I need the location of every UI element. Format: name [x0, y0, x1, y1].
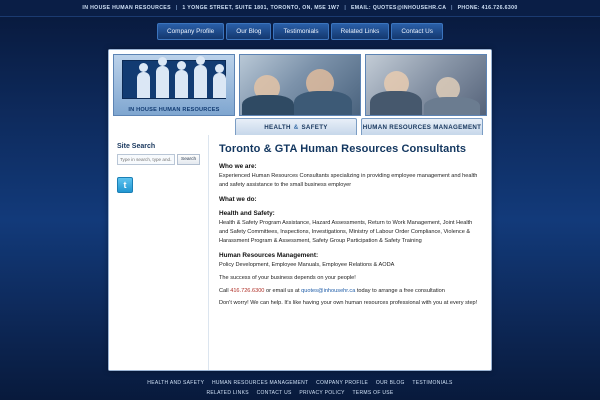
- footer-link-terms-of-use[interactable]: TERMS OF USE: [352, 389, 394, 396]
- search-button[interactable]: Search: [177, 154, 200, 165]
- cta-prefix: Call: [219, 287, 231, 294]
- logo-people-icon: [123, 67, 225, 98]
- separator-1: |: [175, 5, 178, 11]
- tab-safety-label: SAFETY: [301, 123, 328, 131]
- page-container: [108, 49, 492, 371]
- footer-link-privacy-policy[interactable]: PRIVACY POLICY: [299, 389, 345, 396]
- nav-item-testimonials[interactable]: Testimonials: [273, 23, 328, 40]
- heading-what-we-do: What we do:: [219, 196, 257, 204]
- section-tabs: [109, 116, 491, 135]
- heading-health-and-safety: Health and Safety:: [219, 210, 275, 218]
- nav-item-related-links[interactable]: Related Links: [331, 23, 390, 40]
- footer-row-2: [108, 389, 492, 399]
- footer-link-testimonials[interactable]: TESTIMONIALS: [412, 380, 453, 386]
- email-link[interactable]: quotes@inhousehr.ca: [301, 287, 356, 294]
- phone-link[interactable]: 416.726.6300: [230, 287, 265, 294]
- banner-photo-hr-management: [365, 54, 487, 116]
- separator-3: |: [450, 5, 453, 11]
- tab-health-label: HEALTH: [264, 123, 291, 131]
- text-success: The success of your business depends on your people!: [219, 274, 356, 281]
- footer: [108, 379, 492, 398]
- text-hr-management: Policy Development, Employee Manuals, Employee Relations & AODA: [219, 262, 395, 269]
- ampersand-icon: &: [293, 123, 299, 131]
- text-call-to-action: [219, 287, 479, 296]
- main-content: [209, 135, 491, 370]
- footer-link-hr-management[interactable]: HUMAN RESOURCES MANAGEMENT: [211, 380, 309, 386]
- text-closing: Don't worry! We can help. It's like having your own human resources professional with you at every step!: [219, 300, 478, 307]
- cta-suffix: today to arrange a free consultation: [355, 287, 445, 294]
- tab-health-and-safety[interactable]: [235, 118, 357, 135]
- site-search: [117, 154, 202, 165]
- heading-who-we-are: Who we are:: [219, 163, 257, 170]
- footer-link-health-and-safety[interactable]: HEALTH AND SAFETY: [147, 380, 205, 386]
- text-who-we-are: Experienced Human Resources Consultants specializing in providing employee management and health and safety assistance to the small business employer: [219, 173, 478, 188]
- company-email[interactable]: EMAIL: QUOTES@INHOUSEHR.CA: [350, 5, 447, 11]
- nav-item-company-profile[interactable]: Company Profile: [157, 23, 224, 40]
- header-banner: [109, 50, 491, 116]
- site-logo[interactable]: [113, 54, 235, 116]
- footer-link-our-blog[interactable]: OUR BLOG: [375, 380, 405, 386]
- tab-human-resources-management[interactable]: HUMAN RESOURCES MANAGEMENT: [361, 118, 483, 135]
- separator-2: |: [344, 5, 347, 11]
- top-contact-bar: [0, 0, 600, 17]
- logo-panel: [122, 60, 226, 99]
- search-input[interactable]: [117, 154, 175, 165]
- company-phone: PHONE: 416.726.6300: [457, 5, 518, 11]
- nav-item-contact-us[interactable]: Contact Us: [391, 23, 443, 40]
- text-health-and-safety: Health & Safety Program Assistance, Hazard Assessments, Return to Work Management, Joint Health and Safety Committees, Inspections, Investigations, Ministry of Labour Order Compliance, Violence & Harassment Program & Assessment, Safety Group Participation & Safety Training: [219, 220, 473, 244]
- footer-link-contact-us[interactable]: CONTACT US: [256, 389, 292, 396]
- footer-link-company-profile[interactable]: COMPANY PROFILE: [316, 380, 369, 386]
- page-body: [109, 135, 491, 370]
- cta-middle: or email us at: [264, 287, 302, 294]
- page-title: Toronto & GTA Human Resources Consultants: [219, 143, 467, 155]
- footer-row-1: [108, 379, 492, 389]
- main-navigation: [0, 19, 600, 43]
- company-address: 1 YONGE STREET, SUITE 1801, TORONTO, ON, M5E 1W7: [182, 5, 340, 11]
- sidebar-search-title: Site Search: [117, 143, 156, 150]
- twitter-icon[interactable]: t: [117, 177, 133, 193]
- company-name: IN HOUSE HUMAN RESOURCES: [82, 5, 171, 11]
- sidebar: [109, 135, 209, 370]
- nav-item-our-blog[interactable]: Our Blog: [226, 23, 271, 40]
- logo-text: IN HOUSE HUMAN RESOURCES: [128, 107, 220, 113]
- footer-link-related-links[interactable]: RELATED LINKS: [206, 389, 249, 396]
- heading-hr-management: Human Resources Management:: [219, 252, 319, 260]
- top-contact-text: [82, 5, 517, 11]
- banner-photo-health-safety: [239, 54, 361, 116]
